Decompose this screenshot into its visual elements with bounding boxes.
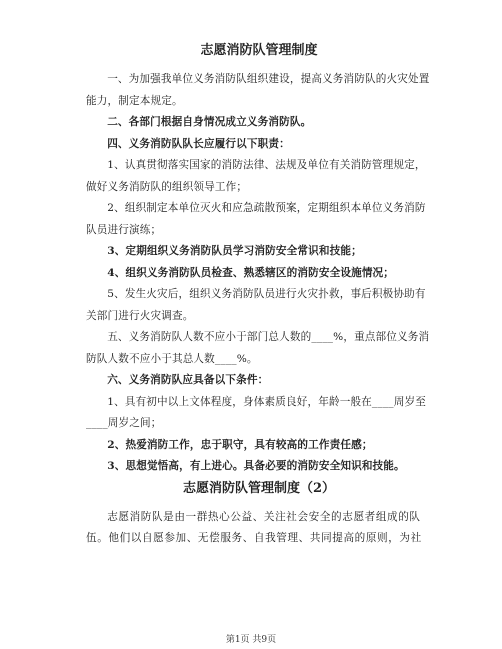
paragraph-6: 3、定期组织义务消防队员学习消防安全常识和技能；	[107, 245, 362, 257]
paragraph-9: 五、义务消防队人数不应小于部门总人数的____%，重点部位义务消防队人数不应小于其总人数____%。	[86, 331, 430, 365]
paragraph-11: 1、具有初中以上文体程度，身体素质良好，年龄一般在____周岁至____周岁之间；	[86, 395, 426, 429]
page-number: 第1页 共9页	[225, 635, 277, 645]
paragraph-1: 一、为加强我单位义务消防队组织建设，提高义务消防队的火灾处置能力，制定本规定。	[86, 73, 430, 107]
paragraph-10: 六、义务消防队应具备以下条件：	[107, 374, 269, 386]
paragraph-7: 4、组织义务消防队员检查、熟悉辖区的消防安全设施情况；	[107, 266, 395, 279]
document-title: 志愿消防队管理制度	[200, 43, 318, 58]
paragraph-3: 四、义务消防队队长应履行以下职责：	[107, 137, 290, 150]
paragraph-13: 3、思想觉悟高，有上进心。具备必要的消防安全知识和技能。	[107, 460, 405, 472]
paragraph-8: 5、发生火灾后，组织义务消防队员进行火灾扑救，事后积极协助有关部门进行火灾调查。	[86, 288, 426, 322]
paragraph-2: 二、各部门根据自身情况成立义务消防队。	[107, 116, 312, 128]
document-subtitle: 志愿消防队管理制度（2）	[182, 480, 336, 496]
intro-paragraph: 志愿消防队是由一群热心公益、关注社会安全的志愿者组成的队伍。他们以自愿参加、无偿服务、自我管理、共同提高的原则，为社	[86, 510, 422, 544]
document-body	[86, 42, 432, 550]
paragraph-5: 2、组织制定本单位灭火和应急疏散预案，定期组织本单位义务消防队员进行演练；	[86, 202, 426, 236]
paragraph-12: 2、热爱消防工作，忠于职守，具有较高的工作责任感；	[107, 438, 373, 451]
paragraph-4: 1、认真贯彻落实国家的消防法律、法规及单位有关消防管理规定，做好义务消防队的组织领导工作；	[86, 159, 426, 193]
